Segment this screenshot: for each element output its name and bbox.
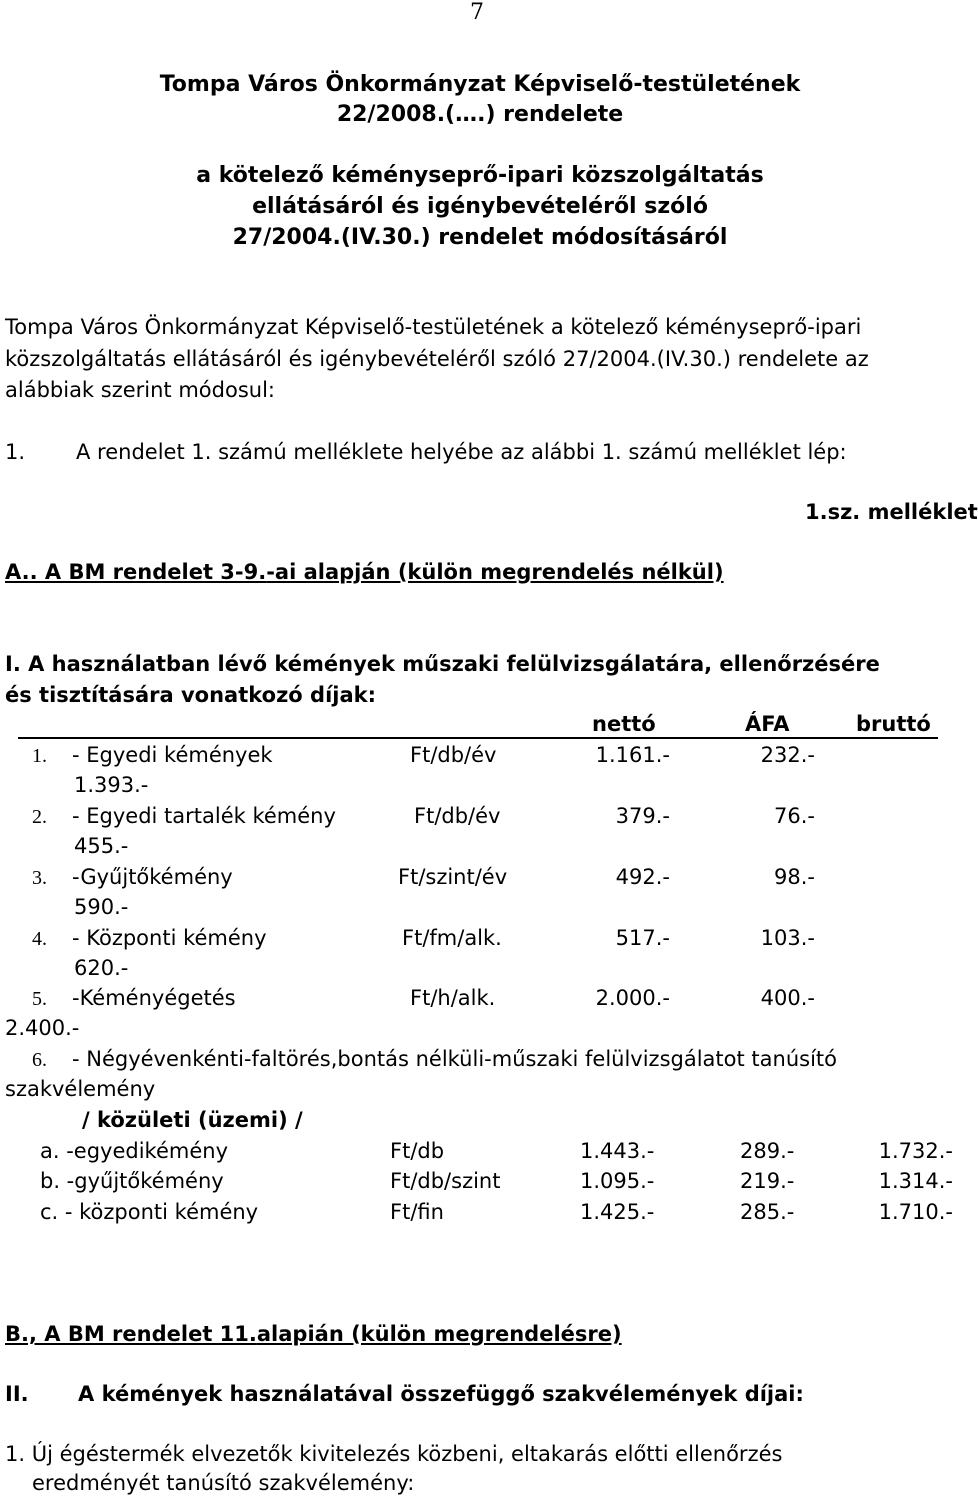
sub-fee-vat: 289.- bbox=[740, 1139, 795, 1163]
fee-row-gross: 455.- bbox=[74, 834, 129, 858]
fee-row-unit: Ft/fm/alk. bbox=[402, 926, 502, 950]
fee-row-number: 2. bbox=[32, 806, 47, 828]
fee-row-number: 5. bbox=[32, 988, 47, 1010]
fee-row-name: - Központi kémény bbox=[72, 926, 267, 950]
intro-line-1: Tompa Város Önkormányzat Képviselő-testületének a kötelező kéményseprő-ipari bbox=[5, 315, 862, 339]
sub-fee-name: a. -egyedikémény bbox=[40, 1139, 229, 1163]
sub-fee-vat: 219.- bbox=[740, 1169, 795, 1193]
subtitle-line-3: 27/2004.(IV.30.) rendelet módosításáról bbox=[232, 225, 728, 250]
item-6-line-1: - Négyévenkénti-faltörés,bontás nélküli-műszaki felülvizsgálatot tanúsító bbox=[72, 1047, 837, 1071]
fee-row-net: 379.- bbox=[615, 804, 670, 828]
sub-fee-net: 1.095.- bbox=[580, 1169, 655, 1193]
part-ii-heading: A kémények használatával összefüggő szakvélemények díjai: bbox=[78, 1382, 804, 1406]
sub-fee-gross: 1.710.- bbox=[878, 1200, 953, 1224]
fee-row-unit: Ft/db/év bbox=[410, 743, 497, 767]
part-a-heading bbox=[5, 560, 724, 584]
fee-row-number: 4. bbox=[32, 928, 47, 950]
sub-fee-gross: 1.732.- bbox=[878, 1139, 953, 1163]
part-ii-number: II. bbox=[5, 1382, 29, 1406]
fee-row-unit: Ft/h/alk. bbox=[410, 986, 496, 1010]
page-number: 7 bbox=[470, 0, 484, 25]
sub-fee-unit: Ft/db/szint bbox=[390, 1169, 501, 1193]
part-a-rest: -ai alapján (külön megrendelés nélkül) bbox=[266, 560, 724, 584]
fee-row-gross: 1.393.- bbox=[74, 773, 149, 797]
fee-row-name: - Egyedi kémények bbox=[72, 743, 273, 767]
fee-row-net: 492.- bbox=[615, 865, 670, 889]
subtitle-line-2: ellátásáról és igénybevételéről szóló bbox=[252, 194, 708, 219]
part-b-prefix: B., A BM rendelet 11. bbox=[5, 1322, 257, 1346]
fee-row-unit: Ft/db/év bbox=[414, 804, 501, 828]
sub-fee-unit: Ft/db bbox=[390, 1139, 445, 1163]
intro-line-3: alábbiak szerint módosul: bbox=[5, 378, 275, 402]
column-header-netto: nettó bbox=[592, 712, 656, 736]
fee-row-unit: Ft/szint/év bbox=[398, 865, 508, 889]
fee-row-vat: 232.- bbox=[760, 743, 815, 767]
column-header-brutto: bruttó bbox=[856, 712, 931, 736]
fee-row-gross: 2.400.- bbox=[5, 1016, 80, 1040]
fee-row-net: 1.161.- bbox=[595, 743, 670, 767]
fee-row-vat: 103.- bbox=[760, 926, 815, 950]
item-6-number: 6. bbox=[32, 1049, 47, 1071]
fee-row-name: - Egyedi tartalék kémény bbox=[72, 804, 336, 828]
column-header-afa: ÁFA bbox=[745, 712, 790, 736]
sub-fee-net: 1.425.- bbox=[580, 1200, 655, 1224]
sub-fee-name: c. - központi kémény bbox=[40, 1200, 259, 1224]
title-line-1: Tompa Város Önkormányzat Képviselő-testületének bbox=[159, 72, 801, 97]
part-i-heading-line-2: és tisztítására vonatkozó díjak: bbox=[5, 683, 376, 707]
sub-fee-net: 1.443.- bbox=[580, 1139, 655, 1163]
part-b-rest: alapián (külön megrendelésre) bbox=[256, 1322, 622, 1346]
item-6-line-2: szakvélemény bbox=[5, 1077, 156, 1101]
sub-fee-name: b. -gyűjtőkémény bbox=[40, 1169, 224, 1193]
fee-row-vat: 98.- bbox=[774, 865, 815, 889]
fee-row-number: 3. bbox=[32, 867, 47, 889]
sub-fee-gross: 1.314.- bbox=[878, 1169, 953, 1193]
fee-row-name: -Kéményégetés bbox=[72, 986, 236, 1010]
part-b-heading bbox=[5, 1322, 622, 1346]
part-i-heading-line-1: I. A használatban lévő kémények műszaki felülvizsgálatára, ellenőrzésére bbox=[5, 652, 880, 676]
section-1-number: 1. bbox=[5, 440, 26, 464]
fee-row-vat: 76.- bbox=[774, 804, 815, 828]
item-6-subheading: / közületi (üzemi) / bbox=[82, 1108, 303, 1132]
fee-row-gross: 620.- bbox=[74, 956, 129, 980]
fee-row-name: -Gyűjtőkémény bbox=[72, 865, 233, 889]
subtitle-line-1: a kötelező kéményseprő-ipari közszolgáltatás bbox=[196, 163, 764, 188]
fee-row-gross: 590.- bbox=[74, 895, 129, 919]
fee-row-number: 1. bbox=[32, 745, 47, 767]
part-a-prefix: A.. A BM rendelet 3-9. bbox=[5, 560, 267, 584]
fee-row-vat: 400.- bbox=[760, 986, 815, 1010]
header-rule bbox=[18, 737, 938, 739]
sub-fee-vat: 285.- bbox=[740, 1200, 795, 1224]
sub-fee-unit: Ft/fin bbox=[390, 1200, 444, 1224]
annex-label: 1.sz. melléklet bbox=[805, 500, 978, 524]
fee-row-net: 517.- bbox=[615, 926, 670, 950]
section-1-text: A rendelet 1. számú melléklete helyébe az alábbi 1. számú melléklet lép: bbox=[76, 440, 847, 464]
title-line-2: 22/2008.(….) rendelete bbox=[336, 102, 624, 127]
intro-line-2: közszolgáltatás ellátásáról és igénybevételéről szóló 27/2004.(IV.30.) rendelete az bbox=[5, 347, 869, 371]
fee-row-net: 2.000.- bbox=[595, 986, 670, 1010]
item-ii-1-line-2: eredményét tanúsító szakvélemény: bbox=[32, 1471, 415, 1495]
item-ii-1-line-1: 1. Új égéstermék elvezetők kivitelezés közbeni, eltakarás előtti ellenőrzés bbox=[5, 1442, 783, 1466]
